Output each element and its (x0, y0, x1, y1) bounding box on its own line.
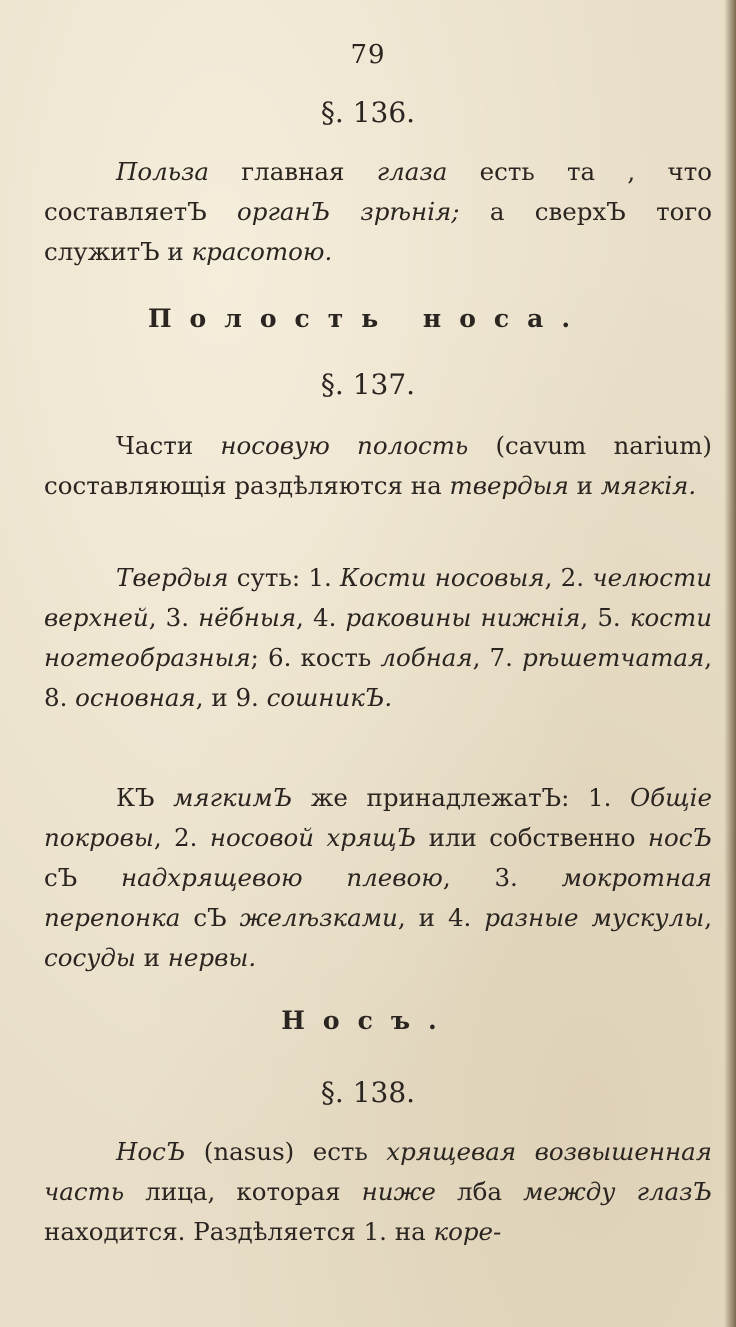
section-label-138: §. 138. (320, 1076, 416, 1109)
text-segment: а сверхЪ того служитЪ и (44, 197, 712, 266)
text-segment: , 7. (472, 643, 523, 672)
text-segment: нервы. (167, 943, 257, 972)
text-segment: (nasus) есть (185, 1137, 387, 1166)
text-segment: Кости носовыя (340, 563, 545, 592)
page-number: 79 (350, 40, 386, 70)
text-segment: , 2. (544, 563, 593, 592)
paragraph-137-intro (44, 426, 712, 506)
text-segment: мягкія. (600, 471, 697, 500)
text-segment: Общіе покровы (44, 783, 712, 852)
text-segment: мягкимЪ (173, 783, 293, 812)
heading-nose: Носъ. (281, 1006, 455, 1035)
text-segment: глаза (376, 157, 448, 186)
text-segment: сосуды (44, 943, 136, 972)
text-segment: коре- (433, 1217, 502, 1246)
text-segment: разные мускулы (484, 903, 705, 932)
text-segment: и (568, 471, 601, 500)
paragraph-137-soft-parts (44, 778, 712, 978)
text-segment: рѣшетчатая (522, 643, 705, 672)
section-label-136: §. 136. (320, 96, 416, 129)
text-segment: (cavum narium) составляющія раздѣляются на (44, 431, 712, 500)
text-segment: Части (116, 431, 221, 460)
text-segment: лобная (380, 643, 473, 672)
text-segment: и (135, 943, 168, 972)
section-label-137: §. 137. (320, 368, 416, 401)
text-segment: челюсти верхней (44, 563, 712, 632)
text-segment: есть та , что составляетЪ (44, 157, 712, 226)
text-segment: кости ногтеобразныя (44, 603, 712, 672)
paragraph-138 (44, 1132, 712, 1252)
text-segment: лба (435, 1177, 524, 1206)
text-segment: носовой хрящЪ (209, 823, 417, 852)
text-segment: сЪ (180, 903, 240, 932)
paragraph-136 (44, 152, 712, 272)
text-segment: Польза (116, 157, 210, 186)
text-segment: носЪ (647, 823, 712, 852)
text-segment: КЪ (116, 783, 174, 812)
text-segment: мокротная перепонка (44, 863, 712, 932)
text-segment: ; 6. кость (250, 643, 381, 672)
text-segment: , и 9. (195, 683, 267, 712)
text-segment: Твердыя (116, 563, 229, 592)
page-edge-shadow (724, 0, 736, 1327)
text-segment: же принадлежатЪ: 1. (292, 783, 631, 812)
text-segment: , 3. (148, 603, 199, 632)
text-segment: между глазЪ (523, 1177, 712, 1206)
paragraph-137-hard-parts (44, 558, 712, 718)
text-segment: , 2. (153, 823, 210, 852)
text-segment: , (704, 903, 712, 932)
text-segment: суть: 1. (228, 563, 341, 592)
text-segment: , 4. (296, 603, 346, 632)
heading-nasal-cavity: Полость носа. (147, 304, 589, 333)
text-segment: твердыя (449, 471, 569, 500)
text-segment: или собственно (416, 823, 648, 852)
text-segment: главная (209, 157, 377, 186)
text-segment: сЪ (44, 863, 121, 892)
text-segment: ниже (361, 1177, 436, 1206)
text-segment: НосЪ (116, 1137, 186, 1166)
text-segment: желѣзками (239, 903, 398, 932)
text-segment: раковины нижнія (345, 603, 581, 632)
text-segment: лица, которая (124, 1177, 362, 1206)
text-segment: , и 4. (397, 903, 485, 932)
text-segment: красотою. (191, 237, 333, 266)
text-segment: надхрящевою плевою (121, 863, 443, 892)
text-segment: носовую полость (220, 431, 469, 460)
text-segment: хрящевая возвышенная часть (44, 1137, 712, 1206)
text-segment: основная (75, 683, 196, 712)
text-segment: , 3. (442, 863, 562, 892)
text-segment: , 8. (44, 643, 713, 712)
text-segment: органЪ зрѣнія; (237, 197, 460, 226)
text-segment: нёбныя (198, 603, 297, 632)
text-segment: находится. Раздѣляется 1. на (44, 1217, 434, 1246)
text-segment: сошникЪ. (266, 683, 393, 712)
text-segment: , 5. (580, 603, 630, 632)
